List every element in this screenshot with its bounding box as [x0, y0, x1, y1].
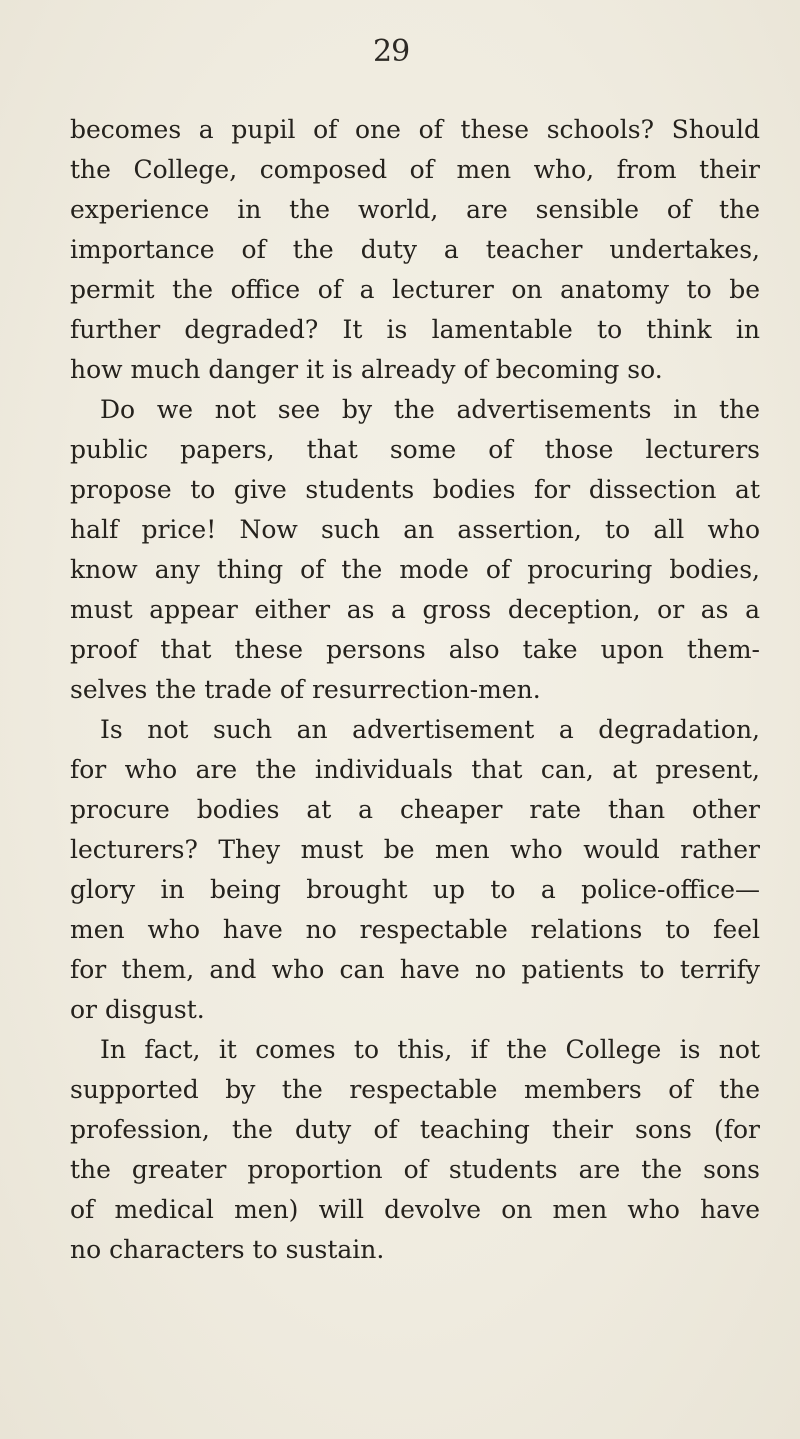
page-number: 29 — [373, 34, 410, 69]
text-line: profession, the duty of teaching their sons (for — [70, 1115, 760, 1144]
text-line: no characters to sustain. — [70, 1235, 385, 1264]
text-line: Do we not see by the advertisements in the — [100, 395, 760, 424]
text-line: for who are the individuals that can, at present, — [70, 755, 760, 784]
text-line: lecturers? They must be men who would rather — [70, 835, 760, 864]
text-line: or disgust. — [70, 995, 205, 1024]
text-line: experience in the world, are sensible of the — [70, 195, 760, 224]
text-line: Is not such an advertisement a degradation, — [100, 715, 760, 744]
text-line: half price! Now such an assertion, to all who — [70, 515, 760, 544]
text-line: becomes a pupil of one of these schools? Should — [70, 115, 760, 144]
text-line: public papers, that some of those lecturers — [70, 435, 760, 464]
text-line: permit the office of a lecturer on anatomy to be — [70, 275, 760, 304]
text-line: men who have no respectable relations to feel — [70, 915, 760, 944]
text-line: know any thing of the mode of procuring bodies, — [70, 555, 760, 584]
text-line: glory in being brought up to a police-office— — [70, 875, 760, 904]
text-line: supported by the respectable members of the — [70, 1075, 760, 1104]
text-line: importance of the duty a teacher undertakes, — [70, 235, 760, 264]
text-line: further degraded? It is lamentable to think in — [70, 315, 760, 344]
body-text — [70, 110, 760, 1270]
text-line: must appear either as a gross deception, or as a — [70, 595, 760, 624]
text-line: for them, and who can have no patients to terrify — [70, 955, 760, 984]
text-line: selves the trade of resurrection-men. — [70, 675, 541, 704]
text-line: procure bodies at a cheaper rate than other — [70, 795, 760, 824]
text-line: the College, composed of men who, from their — [70, 155, 760, 184]
text-line: In fact, it comes to this, if the College is not — [100, 1035, 760, 1064]
text-line: propose to give students bodies for dissection at — [70, 475, 760, 504]
text-line: proof that these persons also take upon them- — [70, 635, 760, 664]
text-line: of medical men) will devolve on men who have — [70, 1195, 760, 1224]
text-line: the greater proportion of students are the sons — [70, 1155, 760, 1184]
text-line: how much danger it is already of becoming so. — [70, 355, 663, 384]
